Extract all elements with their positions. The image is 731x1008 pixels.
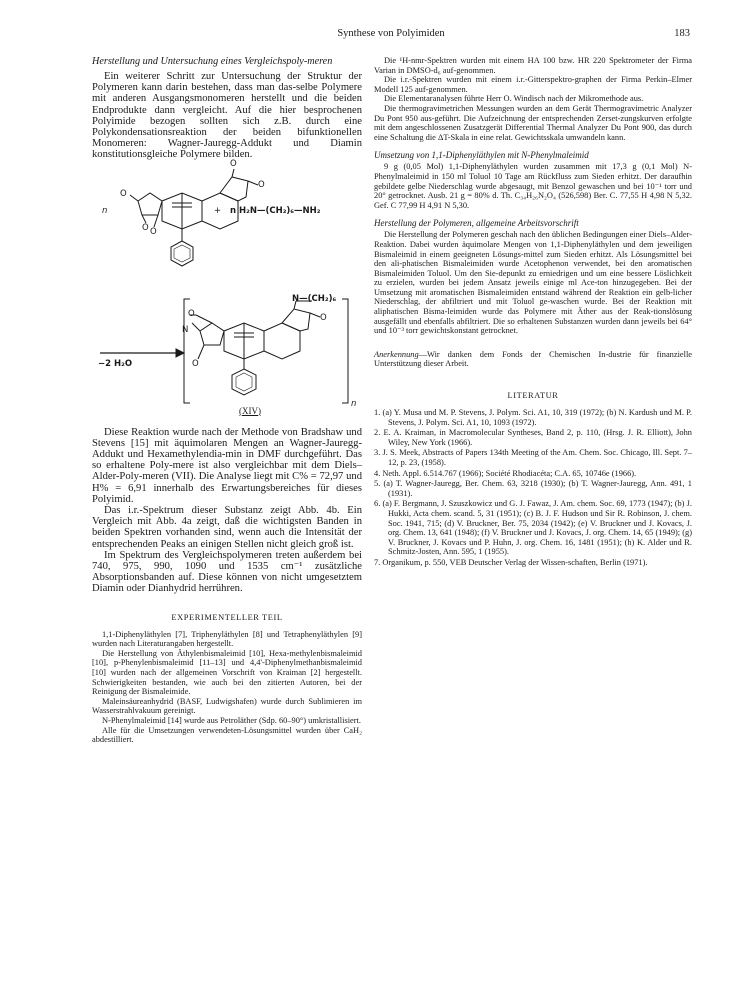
reference-item: 1. (a) Y. Musa und M. P. Stevens, J. Polym. Sci. A1, 10, 319 (1972); (b) N. Kardush und M. P. Stevens, J. Polym. Sci. A1, 10, 1093 (1972). (374, 408, 692, 427)
reaction-scheme (92, 158, 362, 423)
reference-item: 4. Neth. Appl. 6.514.767 (1966); Société Rhodiacéta; C.A. 65, 10746e (1966). (374, 468, 637, 478)
atom-label: O (258, 179, 265, 190)
paragraph: Die ¹H-nmr-Spektren wurden mit einem HA 100 bzw. HR 220 Spektrometer der Firma Varian in DMSO-d₆ auf-genommen. (374, 56, 692, 75)
section-subheading: Umsetzung von 1,1-Diphenyläthylen mit N-Phenylmaleimid (374, 150, 589, 161)
right-column (374, 56, 692, 569)
paragraph: Das i.r.-Spektrum dieser Substanz zeigt Abb. 4b. Ein Vergleich mit Abb. 4a zeigt, daß die wichtigsten Banden in beiden Spektren vorhanden sind, wenn auch die Intensität der entsprechenden Peaks an einigen Stellen nicht gleich groß ist. (92, 505, 362, 550)
running-title: Synthese von Polyimiden (337, 28, 445, 39)
atom-label: O (230, 158, 237, 169)
paragraph: Die i.r.-Spektren wurden mit einem i.r.-Gitterspektro-graphen der Firma Perkin–Elmer Modell 125 auf-genommen. (374, 75, 692, 94)
reference-item: 2. E. A. Kraiman, in Macromolecular Syntheses, Band 2, p. 110, (Hrsg. J. R. Elliott), John Wiley, New York (1966). (374, 428, 692, 447)
stoich-coefficient: n (102, 205, 108, 216)
atom-label: N (182, 324, 189, 335)
paragraph: Alle für die Umsetzungen verwendeten-Lösungsmittel wurden über CaH₂ abdestilliert. (92, 725, 362, 745)
reference-item: 6. (a) F. Bergmann, J. Szuszkowicz und G. J. Fawaz, J. Am. chem. Soc. 69, 1773 (1947); (b) J. Hukki, Acta chem. scand. 5, 31 (1951); (c) B. J. F. Hudson und Sir R. Robinson, J. chem. Soc. 1941, 715; (d) V. Bruckner, Ber. 75, 2034 (1942); (e) V. Bruckner und J. Kovacs, J. org. Chem. 13, 641 (1948); (f) V. Bruckner und J. Kovacs, J. org. Chem. 14, 65 (1949); (g) V. Bruckner, J. Kovacs und P. Huhn, J. org. Chem. 16, 1481 (1951); (h) K. Alder und R. Schmitz-Josten, Ann. 595, 1 (1955). (374, 499, 692, 557)
page-number: 183 (674, 28, 690, 39)
paragraph: Im Spektrum des Vergleichspolymeren treten außerdem bei 740, 975, 990, 1090 und 1535 cm⁻¹ zusätzliche Absorptionsbanden auf. Diese können von nicht umgesetztem Diamin oder Dianhydrid herrühren. (92, 549, 362, 595)
section-subheading: Herstellung der Polymeren, allgemeine Arbeitsvorschrift (374, 218, 579, 229)
references-heading: LITERATUR (507, 391, 559, 401)
compound-number: (XIV) (239, 405, 261, 416)
atom-label: O (320, 312, 327, 323)
acknowledgement (374, 350, 692, 369)
section-subheading: Herstellung und Untersuchung eines Vergleichspoly-meren (92, 56, 333, 67)
paragraph: 9 g (0,05 Mol) 1,1-Diphenyläthylen wurden zusammen mit 17,3 g (0,1 Mol) N-Phenylmaleimid in 150 ml Toluol 10 Tage am Rückfluss zum Sieden erhitzt. Der daraufhin gebildete gelbe Niederschlag wurde abgesaugt, mit Benzol gewaschen und bei 10⁻¹ torr und 20° getrocknet. Ausb. 21 g = 80% d. Th. C₃₄H₂₆N₂O₄ (526,598) Ber. C. 77,55 H 4,98 N 5,32. Gef. C 77,99 H 4,91 N 5,30. (374, 162, 692, 210)
paragraph: Die Herstellung der Polymeren geschah nach den üblichen Bedingungen einer Diels–Alder-Reaktion. Dabei wurden äquimolare Mengen von 1,1-Diphenyläthylen und dem jeweiligen Bismaleimid in einem geeigneten Lösungs-mittel zum Sieden erhitzt. Als Lösungsmittel bei den ali-phatischen Bismaleimiden wurde Acetophenon verwendet, bei den aromatischen Bismaleimiden Toluol. Um den Sie-depunkt zu erniedrigen und um eine bessere Löslichkeit zu erzielen, wurden bei jedem Ansatz jeweils einige ml Ace-ton hinzugegeben. Bei der Umsetzung mit aromatischen Bismaleimiden entstand während der Reaktion ein gelb-licher Niederschlag, der abfiltriert und mit Toluol ge-waschen wurde. Bei der Reaktion mit aliphatischen Bisma-leimiden wurde das Polymere mit Äther aus der Reak-tionslösung ausgefällt und ebenfalls abfiltriert. Die so erhaltenen Substanzen wurden dann jeweils bei 64° und 10⁻³ torr gewichtskonstant getrocknet. (374, 230, 692, 336)
left-column (92, 56, 362, 745)
reference-list (374, 408, 692, 568)
paragraph: Die Herstellung von Äthylenbismaleimid [10], Hexa-methylenbismaleimid [10], p-Phenylenbismaleimid [11–13] und 4,4'-Diphenylmethanbismaleimid [10] wurden nach der allgemeinen Vorschrift von Kraiman [2] hergestellt. Schwierigkeiten bestanden, wie auch bei den zitierten Autoren, bei der Reinigung der Bismaleimide. (92, 648, 362, 697)
paragraph: Ein weiterer Schritt zur Untersuchung der Struktur der Polymeren kann darin bestehen, dass man das-selbe Polymere mit anderen Ausgangsmonomeren herstellt und die beiden Endprodukte dann vergleicht. Auf die hier besprochenen Polyimide bezogen sollten sich z.B. durch eine Polykondensationsreaktion der beiden bifunktionellen Monomeren: Wagner-Jauregg-Addukt und Diamin konstitutionsgleiche Polymere bilden. (92, 71, 362, 161)
paragraph: Die Elementaranalysen führte Herr O. Windisch nach der Mikromethode aus. (384, 94, 644, 104)
atom-label: O (150, 226, 157, 237)
reaction-scheme-drawing (92, 163, 362, 423)
paragraph: Diese Reaktion wurde nach der Methode von Bradshaw und Stevens [15] mit äquimolaren Mengen an Wagner-Jauregg-Addukt und Hexamethylendia-min in DMF durchgeführt. Das so erhaltene Poly-mere ist also vergleichbar mit dem Diels–Alder-Poly-meren (VII). Die Analyse liegt mit C% = 72,97 und H% = 6,91 innerhalb des Erwartungsbereiches für dieses Polyimid. (92, 426, 362, 505)
paragraph: Maleinsäureanhydrid (BASF, Ludwigshafen) wurde durch Sublimieren im Wasserstrahlvakuum gereinigt. (92, 696, 362, 716)
plus-sign: + (214, 205, 222, 216)
hexamethylene-chain: N—(CH₂)₆ (292, 293, 337, 304)
paragraph: N-Phenylmaleimid [14] wurde aus Petroläther (Sdp. 60–90°) umkristallisiert. (102, 716, 361, 726)
atom-label: O (120, 188, 127, 199)
paragraph: 1,1-Diphenyläthylen [7], Triphenyläthylen [8] und Tetraphenyläthylen [9] wurden nach Literaturangaben hergestellt. (92, 629, 362, 649)
acknowledgement-text: —Wir danken dem Fonds der Chemischen In-dustrie für finanzielle Unterstützung dieser Arbeit. (374, 349, 692, 369)
atom-label: O (192, 358, 199, 369)
water-elimination: −2 H₂O (98, 358, 133, 369)
reference-item: 5. (a) T. Wagner-Jauregg, Ber. Chem. 63, 3218 (1930); (b) T. Wagner-Jauregg, Ann. 491, 1 (1931). (374, 479, 692, 498)
reference-item: 3. J. S. Meek, Abstracts of Papers 134th Meeting of the Am. Chem. Soc. Chicago, Ill. Sept. 7–12, p. 23, (1958). (374, 448, 692, 467)
paragraph: Die thermogravimetrichen Messungen wurden an dem Gerät Thermogravimetric Analyzer Du Pont 950 aus-geführt. Die Aufzeichnung der entsprechenden Zerset-zungskurven erfolgte mit dem angeschlossenen Zusatzgerät Differential Thermal Analyzer Du Pont 900, das durch eine Schaltung die ΔT-Skala in eine relat. Gewichtsskala umwandeln kann. (374, 103, 692, 142)
experimental-section (92, 630, 362, 745)
diamine-formula: n H₂N—(CH₂)₆—NH₂ (230, 205, 321, 216)
page-header (92, 28, 690, 44)
repeat-index: n (351, 398, 357, 409)
section-heading: EXPERIMENTELLER TEIL (171, 612, 283, 622)
atom-label: O (188, 308, 195, 319)
reference-item: 7. Organikum, p. 550, VEB Deutscher Verlag der Wissen-schaften, Berlin (1971). (374, 557, 648, 567)
atom-label: O (142, 222, 149, 233)
acknowledgement-lead: Anerkennung (374, 349, 419, 359)
